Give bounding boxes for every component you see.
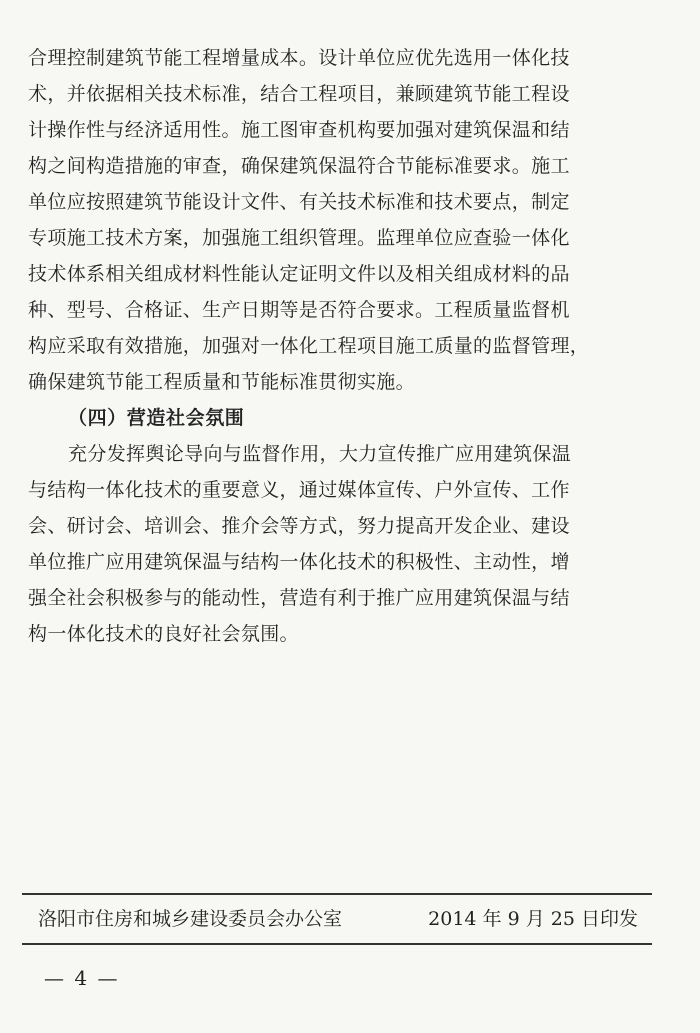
paragraph-line: 计操作性与经济适用性。施工图审查机构要加强对建筑保温和结: [28, 119, 570, 141]
document-body: [28, 40, 660, 652]
paragraph-line: 构一体化技术的良好社会氛围。: [28, 623, 299, 645]
paragraph-line: 单位应按照建筑节能设计文件、有关技术标准和技术要点，制定: [28, 191, 570, 213]
footer-bottom-rule: [22, 943, 652, 945]
paragraph-line: 与结构一体化技术的重要意义，通过媒体宣传、户外宣传、工作: [28, 479, 570, 501]
paragraph-line: 单位推广应用建筑保温与结构一体化技术的积极性、主动性，增: [28, 551, 570, 573]
paragraph-line: 会、研讨会、培训会、推介会等方式，努力提高开发企业、建设: [28, 515, 570, 537]
paragraph-line: 充分发挥舆论导向与监督作用，大力宣传推广应用建筑保温: [68, 443, 572, 465]
paragraph-line: 合理控制建筑节能工程增量成本。设计单位应优先选用一体化技: [28, 47, 570, 69]
paragraph-line: 专项施工技术方案，加强施工组织管理。监理单位应查验一体化: [28, 227, 570, 249]
issue-date: 2014 年 9 月 25 日印发: [428, 908, 638, 930]
section-heading: （四）营造社会氛围: [68, 407, 245, 429]
footer-top-rule: [22, 893, 652, 895]
paragraph-line: 确保建筑节能工程质量和节能标准贯彻实施。: [28, 371, 416, 393]
paragraph-line: 种、型号、合格证、生产日期等是否符合要求。工程质量监督机: [28, 299, 570, 321]
document-footer: [38, 904, 638, 934]
page-number: — 4 —: [44, 966, 120, 990]
paragraph-line: 构之间构造措施的审查，确保建筑保温符合节能标准要求。施工: [28, 155, 570, 177]
paragraph-line: 术，并依据相关技术标准，结合工程项目，兼顾建筑节能工程设: [28, 83, 570, 105]
paragraph-line: 技术体系相关组成材料性能认定证明文件以及相关组成材料的品: [28, 263, 570, 285]
issuing-office: 洛阳市住房和城乡建设委员会办公室: [38, 908, 343, 930]
paragraph-line: 构应采取有效措施，加强对一体化工程项目施工质量的监督管理，: [28, 335, 590, 357]
paragraph-line: 强全社会积极参与的能动性，营造有利于推广应用建筑保温与结: [28, 587, 570, 609]
